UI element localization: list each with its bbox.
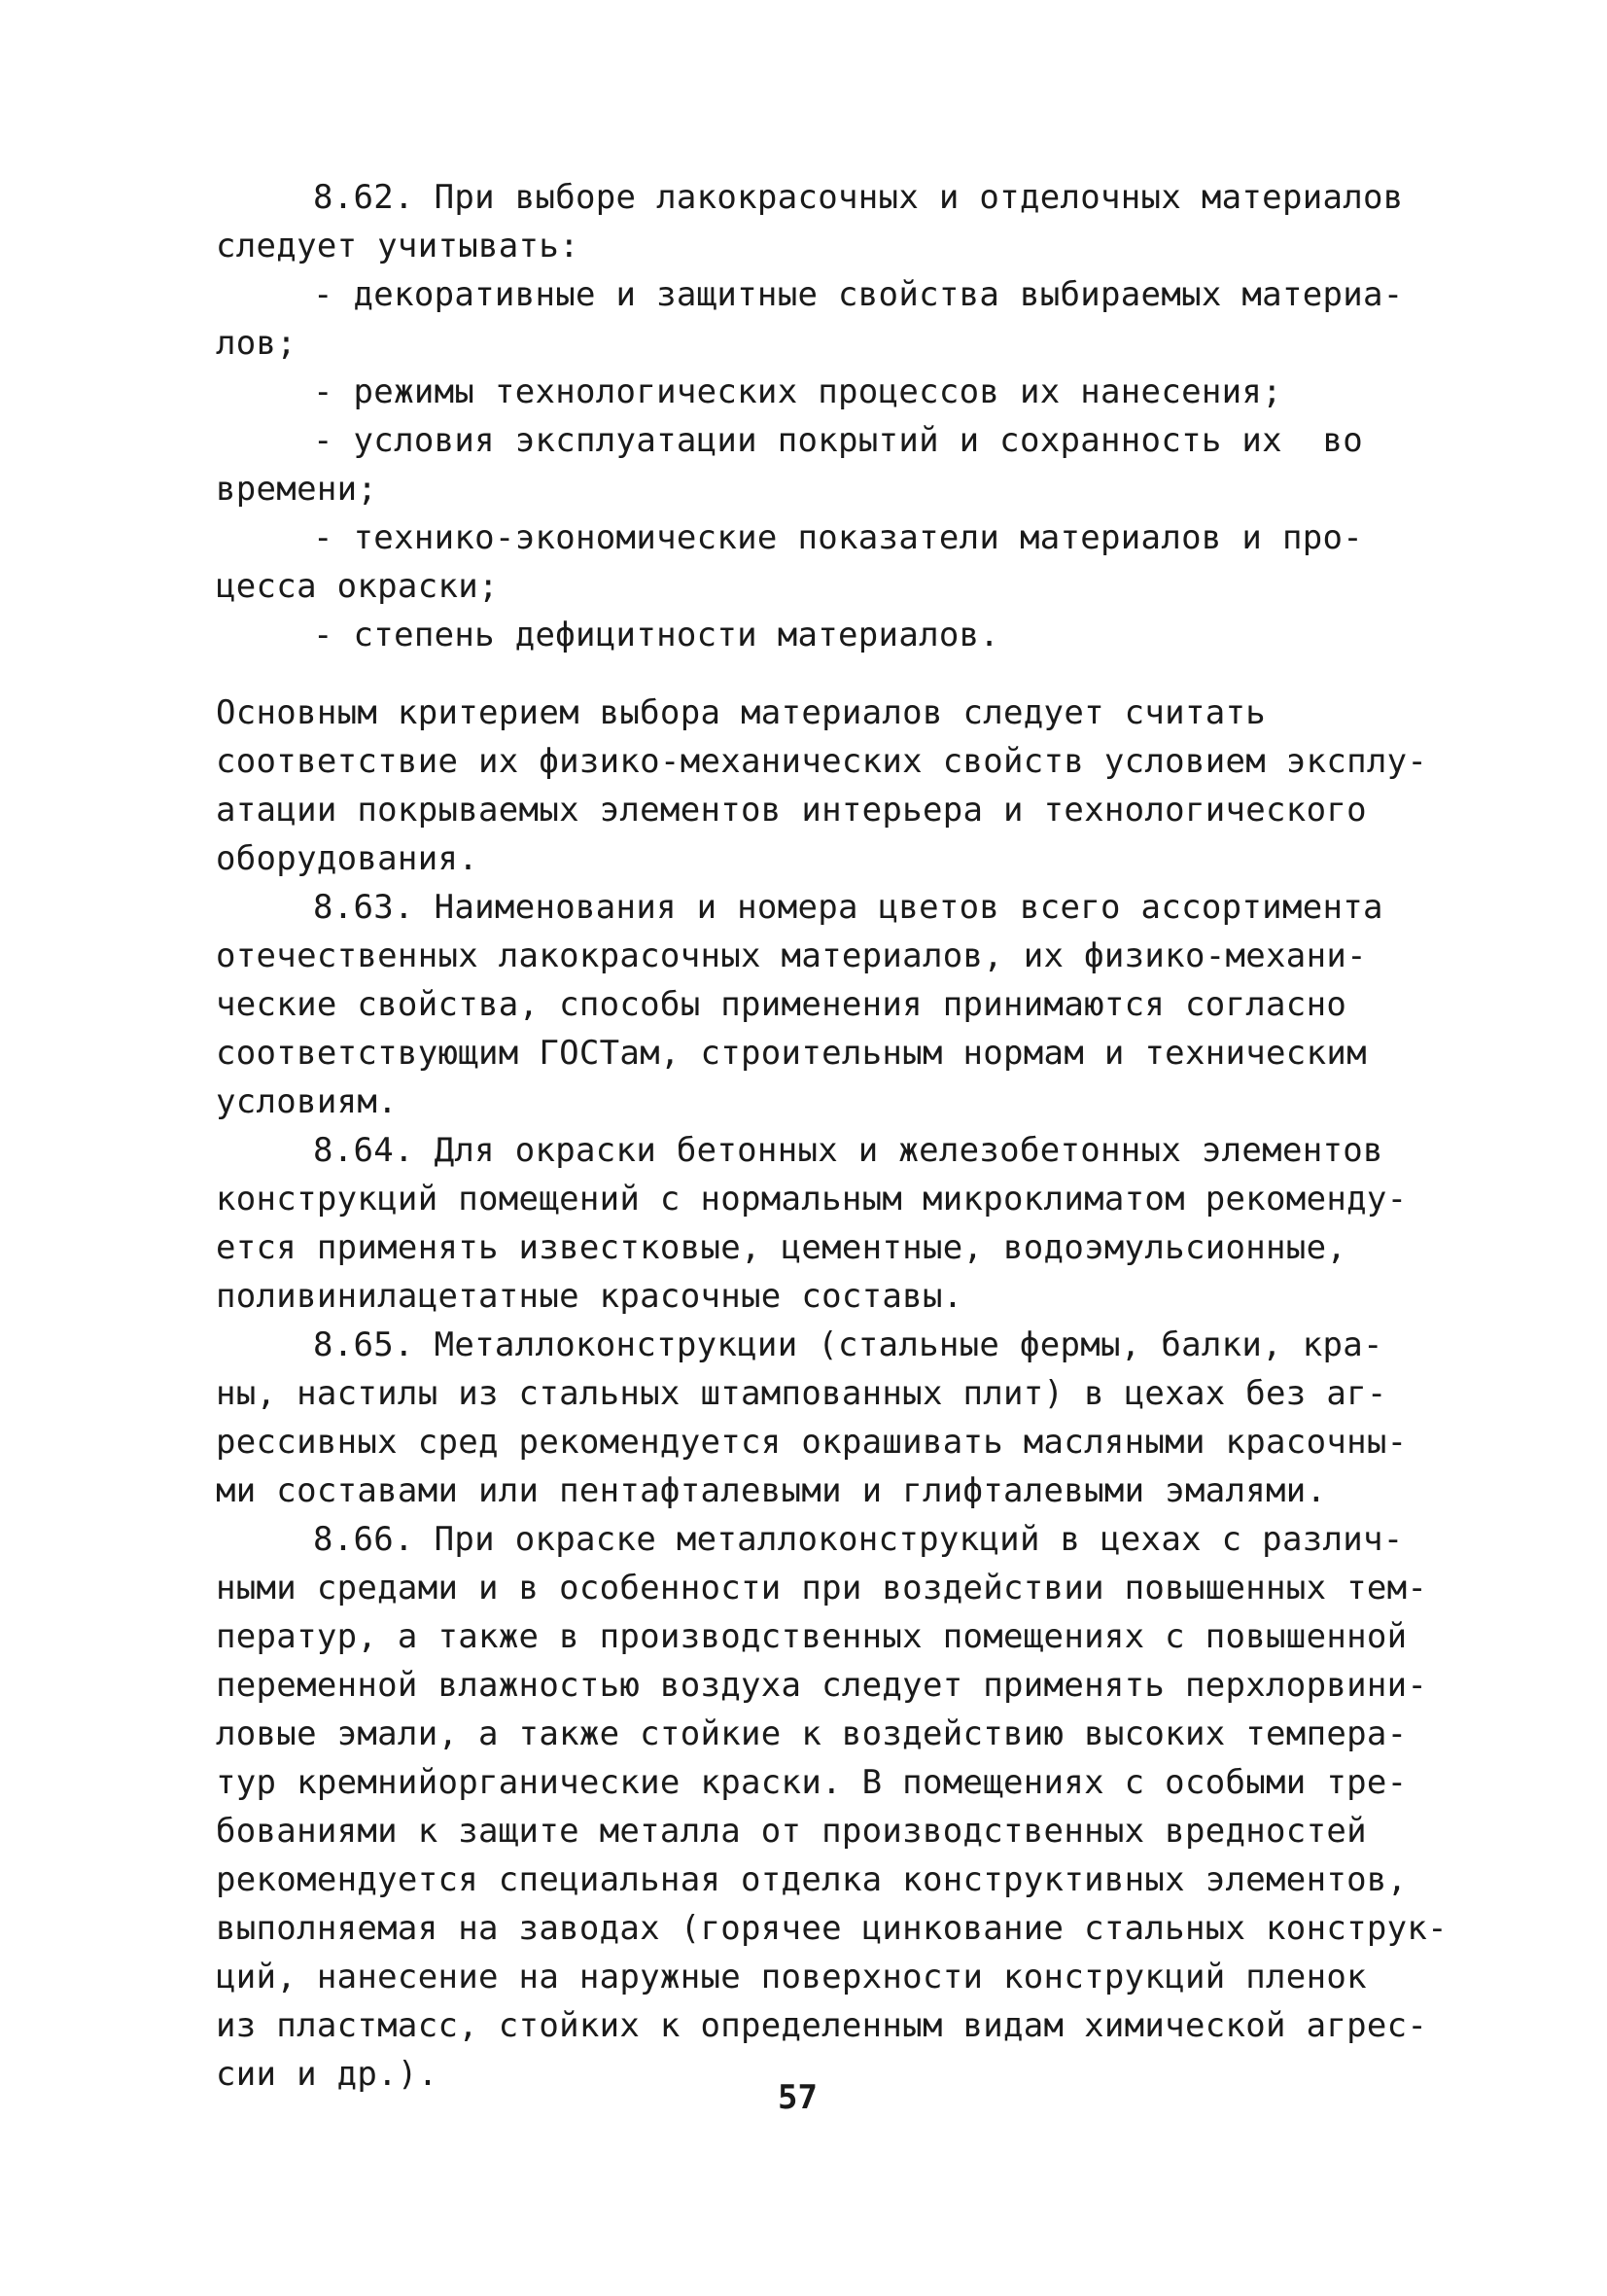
page-number: 57 — [778, 2078, 818, 2117]
text-line: условиям. — [216, 1082, 398, 1121]
text-line: - режимы технологических процессов их нанесения; — [313, 372, 1282, 411]
text-line: соответствующим ГОСТам, строительным нормам и техническим — [216, 1034, 1367, 1073]
text-line: оборудования. — [216, 839, 479, 878]
text-line: - степень дефицитности материалов. — [313, 616, 1000, 654]
text-line: 8.64. Для окраски бетонных и железобетонных элементов — [313, 1131, 1383, 1170]
text-line: выполняемая на заводах (горячее цинкование стальных конструк- — [216, 1909, 1448, 1948]
text-line: лов; — [216, 324, 297, 363]
text-line: ми составами или пентафталевыми и глифталевыми эмалями. — [216, 1471, 1327, 1510]
text-line: цесса окраски; — [216, 567, 499, 606]
text-line: переменной влажностью воздуха следует применять перхлорвини- — [216, 1666, 1428, 1705]
text-line: ется применять известковые, цементные, водоэмульсионные, — [216, 1228, 1347, 1267]
text-line: соответствие их физико-механических свойств условием эксплу- — [216, 742, 1428, 781]
text-line: ций, нанесение на наружные поверхности конструкций пленок — [216, 1958, 1367, 1996]
text-line: бованиями к защите металла от производственных вредностей — [216, 1812, 1367, 1851]
text-line: ператур, а также в производственных помещениях с повышенной — [216, 1617, 1408, 1656]
text-line: сии и др.). — [216, 2055, 438, 2094]
text-line: рекомендуется специальная отделка конструктивных элементов, — [216, 1860, 1408, 1899]
text-line: 8.62. При выборе лакокрасочных и отделочных материалов — [313, 178, 1404, 217]
text-line: времени; — [216, 470, 378, 509]
text-line: поливинилацетатные красочные составы. — [216, 1277, 963, 1316]
text-line: 8.66. При окраске металлоконструкций в цехах с различ- — [313, 1520, 1404, 1559]
text-line: ческие свойства, способы применения принимаются согласно — [216, 985, 1347, 1024]
text-line: ными средами и в особенности при воздействии повышенных тем- — [216, 1569, 1428, 1607]
text-line: - технико-экономические показатели материалов и про- — [313, 518, 1364, 557]
text-line: рессивных сред рекомендуется окрашивать масляными красочны- — [216, 1423, 1408, 1462]
text-line: конструкций помещений с нормальным микроклиматом рекоменду- — [216, 1180, 1408, 1219]
text-line: отечественных лакокрасочных материалов, их физико-механи- — [216, 936, 1367, 975]
text-line: ны, настилы из стальных штампованных плит) в цехах без аг- — [216, 1374, 1387, 1413]
text-line: из пластмасс, стойких к определенным видам химической агрес- — [216, 2006, 1428, 2045]
text-line: Основным критерием выбора материалов следует считать — [216, 693, 1267, 732]
text-line: 8.63. Наименования и номера цветов всего ассортимента — [313, 888, 1383, 927]
text-line: следует учитывать: — [216, 227, 579, 265]
text-line: ловые эмали, а также стойкие к воздействию высоких темпера- — [216, 1714, 1408, 1753]
text-line: атации покрываемых элементов интерьера и технологического — [216, 791, 1367, 830]
text-line: тур кремнийорганические краски. В помещениях с особыми тре- — [216, 1763, 1408, 1802]
text-line: - декоративные и защитные свойства выбираемых материа- — [313, 275, 1404, 314]
text-line: 8.65. Металлоконструкции (стальные фермы, балки, кра- — [313, 1325, 1383, 1364]
text-line: - условия эксплуатации покрытий и сохранность их во — [313, 421, 1364, 460]
